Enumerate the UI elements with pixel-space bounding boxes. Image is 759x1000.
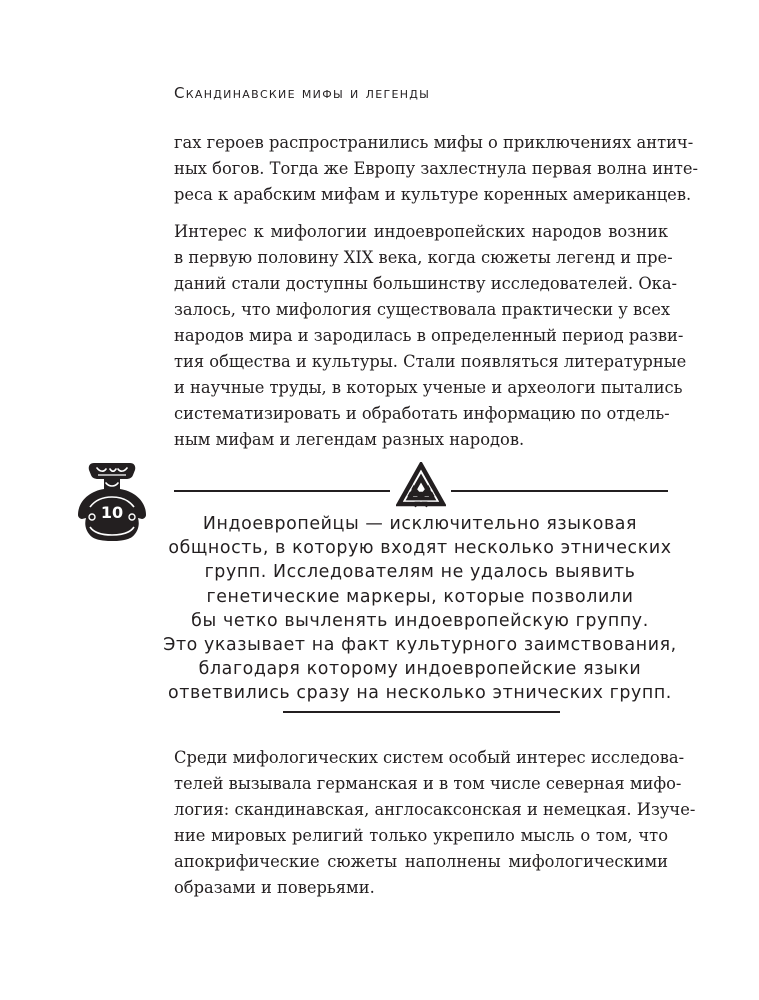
paragraph-line: ным мифам и легендам разных народов. [174, 430, 525, 449]
paragraph-line: образами и поверьями. [174, 878, 375, 897]
paragraph-line: Среди мифологических систем особый интерес исследова- [174, 748, 685, 767]
callout-line: благодаря которому индоевропейские языки [198, 659, 642, 680]
paragraph-3 [174, 745, 696, 901]
page-number: 10 [100, 503, 124, 522]
paragraph-line: телей вызывала германская и в том числе северная мифо- [174, 774, 682, 793]
divider-rule-left [174, 490, 390, 492]
running-title: Скандинавские мифы и легенды [174, 84, 431, 102]
callout-bottom-rule [283, 711, 560, 713]
callout-line: общность, в которую входят несколько этнических [168, 538, 672, 559]
paragraph-1 [174, 130, 699, 208]
paragraph-line: даний стали доступны большинству исследователей. Ока- [174, 274, 678, 293]
paragraph-line: реса к арабским мифам и культуре коренных американцев. [174, 185, 692, 204]
callout-line: ответвились сразу на несколько этнических групп. [168, 683, 672, 704]
divider-rule-right [451, 490, 668, 492]
valknut-icon [396, 462, 446, 508]
thors-hammer-icon [76, 461, 148, 541]
paragraph-line: систематизировать и обработать информацию по отдель- [174, 404, 670, 423]
callout-line: Это указывает на факт культурного заимствования, [163, 635, 677, 656]
paragraph-line: ных богов. Тогда же Европу захлестнула первая волна инте- [174, 159, 699, 178]
paragraph-line: тия общества и культуры. Стали появляться литературные [174, 352, 687, 371]
paragraph-line: гах героев распространились мифы о приключениях антич- [174, 133, 694, 152]
paragraph-line: и научные труды, в которых ученые и археологи пытались [174, 378, 683, 397]
callout-line: групп. Исследователям не удалось выявить [204, 562, 636, 583]
paragraph-line: в первую половину XIX века, когда сюжеты легенд и пре- [174, 248, 673, 267]
callout-line: генетические маркеры, которые позволили [206, 586, 634, 607]
callout-box [160, 512, 680, 706]
paragraph-line: ние мировых религий только укрепило мысль о том, что [174, 826, 668, 845]
paragraph-line: Интерес к мифологии индоевропейских народов возник [174, 222, 668, 241]
paragraph-line: апокрифические сюжеты наполнены мифологическими [174, 852, 668, 871]
paragraph-line: логия: скандинавская, англосаксонская и немецкая. Изуче- [174, 800, 696, 819]
callout-line: Индоевропейцы — исключительно языковая [202, 514, 638, 534]
paragraph-2 [174, 219, 687, 453]
callout-line: бы четко вычленять индоевропейскую группу. [191, 610, 649, 631]
page-number-badge [76, 461, 148, 541]
paragraph-line: народов мира и зародилась в определенный период разви- [174, 326, 684, 345]
paragraph-line: залось, что мифология существовала практически у всех [174, 300, 671, 319]
